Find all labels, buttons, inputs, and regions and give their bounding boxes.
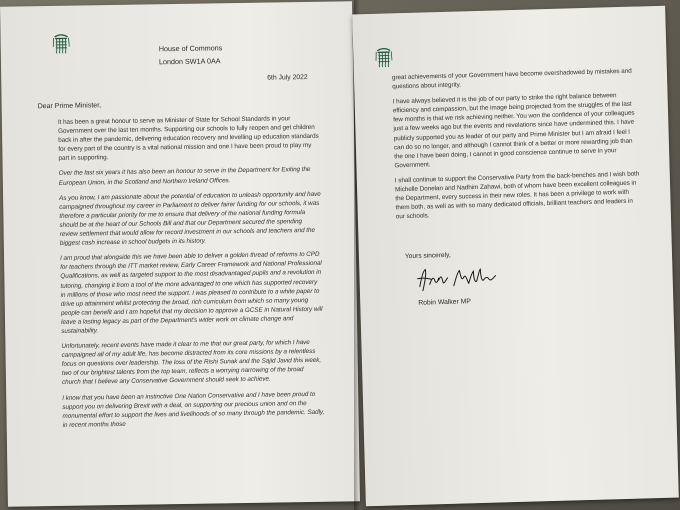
paragraph: Unfortunately, recent events have made it clear to me that our great party, for which I have campaigned all of my adult life, has become distracted from its core missions by a relentless focus on questions over leadership. The loss of the Rishi Sunak and the Sajid Javid this week, two of our brightest talents from the top team, reflects a worrying narrowing of the broad church that I believe any Conservative Government should seek to achieve. — [61, 339, 322, 387]
paragraph: great achievements of your Government have become overshadowed by mistakes and questions about integrity. — [391, 67, 632, 91]
paragraph: It has been a great honour to serve as Minister of State for School Standards in your Government over the last ten months. Supporting our schools to fully reopen and get children back in after the pandemic, delivering education recovery and levelling up education standards for every part of the country is a vital national mission and one I have been proud to play my part in supporting. — [57, 115, 319, 163]
letter-page-2 — [352, 6, 679, 507]
handwritten-signature — [413, 264, 506, 295]
portcullis-crest-icon — [375, 47, 393, 67]
letter-body-page-1 — [58, 114, 325, 436]
letter-date: 6th July 2022 — [267, 73, 308, 82]
salutation: Dear Prime Minister, — [37, 102, 102, 111]
letterhead-address — [159, 41, 223, 68]
letter-page-1 — [0, 1, 360, 506]
letter-body-page-2 — [392, 66, 644, 227]
paragraph: I am proud that alongside this we have been able to deliver a golden thread of reforms to CPD for teachers through the ITT market review, Early Career Framework and National Professional Qualifications, as well as targeted support to the most disadvantaged pupils and a revolution in tutoring, changing it from a tool of the more advantaged to one which has supported recovery in millions of those who most need the support. I was pleased to contribute to a white paper to drive up attainment whilst protecting the broad, rich curriculum from which so many young people can benefit and I am hopeful that my decision to approve a GCSE in Natural History will leave a lasting legacy as part of the Department's wider work on climate change and sustainability. — [60, 251, 323, 335]
portcullis-crest-icon — [53, 34, 70, 54]
postcode: London SW1A 0AA — [158, 56, 221, 67]
paragraph: I know that you have been an instinctive One Nation Conservative and I have been proud to support you on delivering Brexit with a deal, on supporting our precious union and on the monumental effort to support the lives and livelihoods of so many through the pandemic. Sadly, in recent months those — [62, 390, 325, 429]
paragraph: I have always believed it is the job of our party to strike the right balance between efficiency and compassion, but the image being projected from the struggles of the last few months is that we risk achieving neither. You won the confidence of your colleagues just a few weeks ago but the events and revelations since have undermined this. I have publicly supported you as leader of our party and Prime Minister but I am afraid I feel I can do so no longer, and although I cannot think of a better or more rewarding job than the one I have been doing, I cannot in good conscience continue to serve in your Government. — [392, 92, 635, 170]
paragraph: I shall continue to support the Conservative Party from the back-benches and I wish both Michelle Donelan and Nadhim Zahawi, both of whom have been excellent colleagues in the Department, every success in their new roles. It has been a privilege to work with them both, as well as with so many dedicated officials, brilliant teachers and leaders in our schools. — [394, 170, 640, 221]
paragraph: As you know, I am passionate about the potential of education to unleash opportunity and have campaigned throughout my career in Parliament to deliver fairer funding for our schools, it was therefore a particular priority for me to ensure that delivery of the national funding formula should be at the heart of our Schools Bill and that our Department secured the spending review settlement that would allow for record investment in our schools and teachers and the biggest cash increase in school budgets in its history. — [59, 190, 321, 248]
signer-name: Robin Walker MP — [418, 298, 471, 307]
institution-name: House of Commons — [158, 43, 223, 54]
closing: Yours sincerely, — [404, 251, 451, 261]
paragraph: Over the last six years it has also been an honour to serve in the Department for Exiting the European Union, in the Scotland and Northern Ireland Offices. — [58, 166, 311, 187]
